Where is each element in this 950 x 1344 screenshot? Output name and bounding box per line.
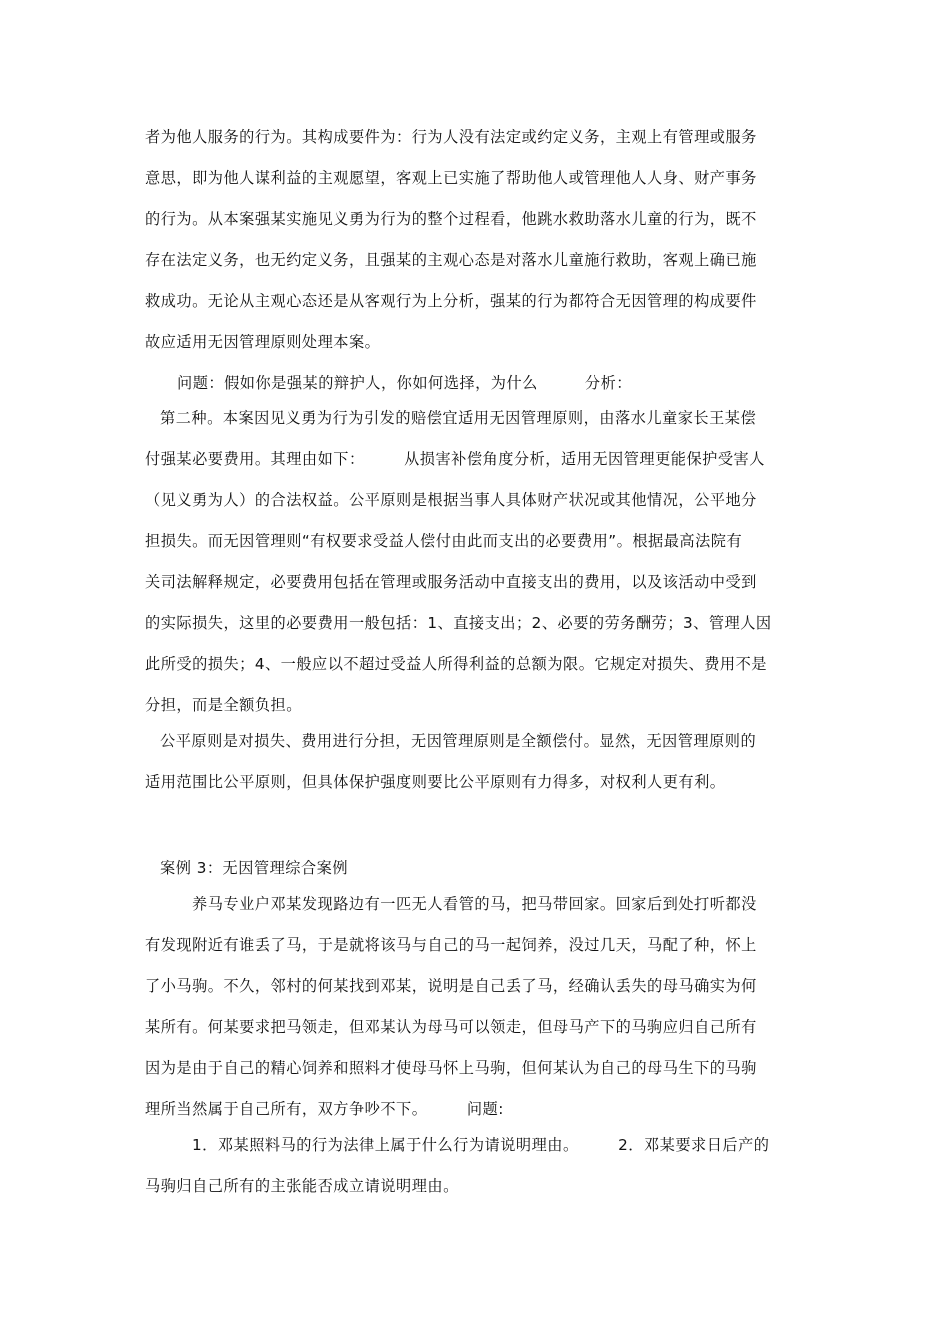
- paragraph-line: 理所当然属于自己所有，双方争吵不下。 问题:: [145, 1100, 504, 1118]
- question-line: 马驹归自己所有的主张能否成立请说明理由。: [145, 1177, 459, 1195]
- question-line: 问题：假如你是强某的辩护人，你如何选择，为什么 分析：: [177, 374, 632, 392]
- paragraph-line: 存在法定义务，也无约定义务，且强某的主观心态是对落水儿童施行救助，客观上确已施: [145, 251, 757, 269]
- paragraph-line: 养马专业户邓某发现路边有一匹无人看管的马，把马带回家。回家后到处打听都没: [192, 895, 757, 913]
- paragraph-line: 此所受的损失；4、一般应以不超过受益人所得利益的总额为限。它规定对损失、费用不是: [145, 655, 767, 673]
- paragraph-line: 救成功。无论从主观心态还是从客观行为上分析，强某的行为都符合无因管理的构成要件: [145, 292, 757, 310]
- case-heading: 案例 3：无因管理综合案例: [160, 859, 349, 877]
- paragraph-line: 分担，而是全额负担。: [145, 696, 302, 714]
- paragraph-line: 有发现附近有谁丢了马，于是就将该马与自己的马一起饲养，没过几天，马配了种，怀上: [145, 936, 757, 954]
- paragraph-line: 的行为。从本案强某实施见义勇为行为的整个过程看，他跳水救助落水儿童的行为，既不: [145, 210, 757, 228]
- question-line: 1．邓某照料马的行为法律上属于什么行为请说明理由。 2．邓某要求日后产的: [192, 1136, 770, 1154]
- paragraph-line: 关司法解释规定，必要费用包括在管理或服务活动中直接支出的费用，以及该活动中受到: [145, 573, 757, 591]
- paragraph-line: 故应适用无因管理原则处理本案。: [145, 333, 381, 351]
- paragraph-line: 意思，即为他人谋利益的主观愿望，客观上已实施了帮助他人或管理他人人身、财产事务: [145, 169, 757, 187]
- paragraph-line: 公平原则是对损失、费用进行分担，无因管理原则是全额偿付。显然，无因管理原则的: [160, 732, 757, 750]
- paragraph-line: 第二种。本案因见义勇为行为引发的赔偿宜适用无因管理原则，由落水儿童家长王某偿: [160, 409, 757, 427]
- paragraph-line: 担损失。而无因管理则“有权要求受益人偿付由此而支出的必要费用”。根据最高法院有: [145, 532, 743, 550]
- paragraph-line: 的实际损失，这里的必要费用一般包括：1、直接支出；2、必要的劳务酬劳；3、管理人因: [145, 614, 772, 632]
- paragraph-line: 付强某必要费用。其理由如下： 从损害补偿角度分析，适用无因管理更能保护受害人: [145, 450, 765, 468]
- paragraph-line: 了小马驹。不久，邻村的何某找到邓某，说明是自己丢了马，经确认丢失的母马确实为何: [145, 977, 757, 995]
- paragraph-line: （见义勇为人）的合法权益。公平原则是根据当事人具体财产状况或其他情况，公平地分: [145, 491, 757, 509]
- paragraph-line: 适用范围比公平原则，但具体保护强度则要比公平原则有力得多，对权利人更有利。: [145, 773, 726, 791]
- paragraph-line: 者为他人服务的行为。其构成要件为：行为人没有法定或约定义务，主观上有管理或服务: [145, 128, 757, 146]
- paragraph-line: 因为是由于自己的精心饲养和照料才使母马怀上马驹，但何某认为自己的母马生下的马驹: [145, 1059, 757, 1077]
- paragraph-line: 某所有。何某要求把马领走，但邓某认为母马可以领走，但母马产下的马驹应归自己所有: [145, 1018, 757, 1036]
